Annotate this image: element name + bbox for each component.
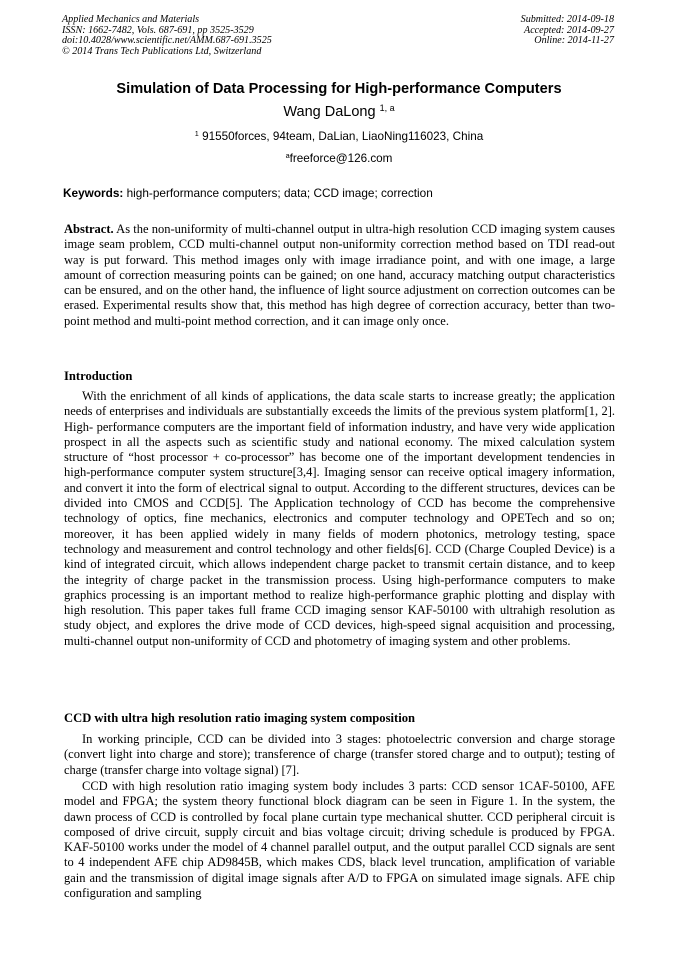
journal-copyright: © 2014 Trans Tech Publications Ltd, Switzerland <box>62 45 262 57</box>
abstract-label: Abstract. <box>64 222 114 236</box>
author-line <box>60 103 618 121</box>
keywords-label: Keywords: <box>63 186 124 200</box>
keywords-line <box>63 186 616 200</box>
journal-info <box>62 15 272 57</box>
section-heading-introduction: Introduction <box>64 369 133 383</box>
section-heading-ccd-system: CCD with ultra high resolution ratio imaging system composition <box>64 711 416 725</box>
abstract-text: As the non-uniformity of multi-channel output in ultra-high resolution CCD imaging system causes image seam problem, CCD multi-channel output non-uniformity correction method based on TDI read-out way is put forward. This method images only with image irradiance point, and with one image, a large amount of correction measuring points can be gained; on one hand, accuracy matching output characteristics can be ensured, and on the other hand, the influence of light source adjustment on correction outcomes can be erased. Experimental results show that, this method has high degree of correction accuracy, better than two-point method and multi-point method correction, and it can image only once. <box>64 222 615 328</box>
email-superscript: a <box>285 151 290 161</box>
accepted-date: Accepted: 2014-09-27 <box>524 24 614 36</box>
journal-doi: doi:10.4028/www.scientific.net/AMM.687-691.3525 <box>62 35 272 47</box>
publication-dates <box>521 15 614 47</box>
author-name: Wang DaLong <box>283 104 376 120</box>
affiliation-superscript: 1 <box>194 129 199 139</box>
journal-name: Applied Mechanics and Materials <box>62 14 200 25</box>
intro-paragraph: With the enrichment of all kinds of applications, the data scale starts to increase greatly; the application needs of enterprises and individuals are substantially exceeds the limits of the previous system platform[1, 2]. High- performance computers are the important field of information industry, and have very wide application prospect in all the aspects such as scientific study and national economy. The mixed calculation system structure of “host processor + co-processor” has become one of the important development tendencies in high-performance computer system structure[3,4]. Imaging sensor can receive optical imagery information, and convert it into the form of electrical signal to output. According to the different structures, devices can be divided into CMOS and CCD[5]. The Application technology of CCD has become the comprehensive technology of optics, fine mechanics, electronics and computer technology and OPETech and so on; moreover, it has been applied widely in many fields of modern photonics, metrology testing, space technology and measurement and control technology and other fields[6]. CCD (Charge Coupled Device) is a kind of integrated circuit, which allows independent charge packet to transmit certain distance, and to keep the integrity of charge packet in the transmission process. Using high-performance computers to make graphics processing is an important method to realize high-performance graphic plotting and display with high resolution. This paper takes full frame CCD imaging sensor KAF-50100 with ultrahigh resolution as study object, and explores the drive mode of CCD devices, high-speed signal acquisition and processing, multi-channel output non-uniformity of CCD and photometry of imaging system and other problems. <box>64 389 615 648</box>
online-date: Online: 2014-11-27 <box>534 35 614 47</box>
journal-issn: ISSN: 1662-7482, Vols. 687-691, pp 3525-3529 <box>62 24 254 36</box>
ccd-paragraph-1: In working principle, CCD can be divided into 3 stages: photoelectric conversion and charge storage (convert light into charge and store); transference of charge (transfer stored charge and to output); testing of charge (transfer charge into voltage signal) [7]. <box>64 732 615 777</box>
email-line <box>60 152 618 166</box>
email-address: freeforce@126.com <box>289 152 393 165</box>
submitted-date: Submitted: 2014-09-18 <box>520 14 614 25</box>
abstract <box>64 222 615 329</box>
author-superscript: 1, a <box>379 103 395 114</box>
ccd-paragraph-2: CCD with high resolution ratio imaging system body includes 3 parts: CCD sensor 1CAF-50100, AFE model and FPGA; the system theory functional block diagram can be seen in Figure 1. In the system, the dawn process of CCD is controlled by focal plane curtain type mechanical shutter. CCD peripheral circuit is composed of drive circuit, supply circuit and bias voltage circuit; driving schedule is produced by FPGA. KAF-50100 works under the model of 4 channel parallel output, and the output parallel CCD signals are sent to 4 independent AFE chip AD9845B, which makes CDS, black level truncation, amplification of variable gain and the transmission of digital image signals after A/D to FPGA on simulated image signals. AFE chip configuration and sampling <box>64 779 615 901</box>
affiliation-line <box>60 130 618 144</box>
paper-title: Simulation of Data Processing for High-performance Computers <box>116 81 562 97</box>
keywords-text: high-performance computers; data; CCD image; correction <box>126 186 433 200</box>
affiliation-text: 91550forces, 94team, DaLian, LiaoNing116023, China <box>202 130 484 143</box>
